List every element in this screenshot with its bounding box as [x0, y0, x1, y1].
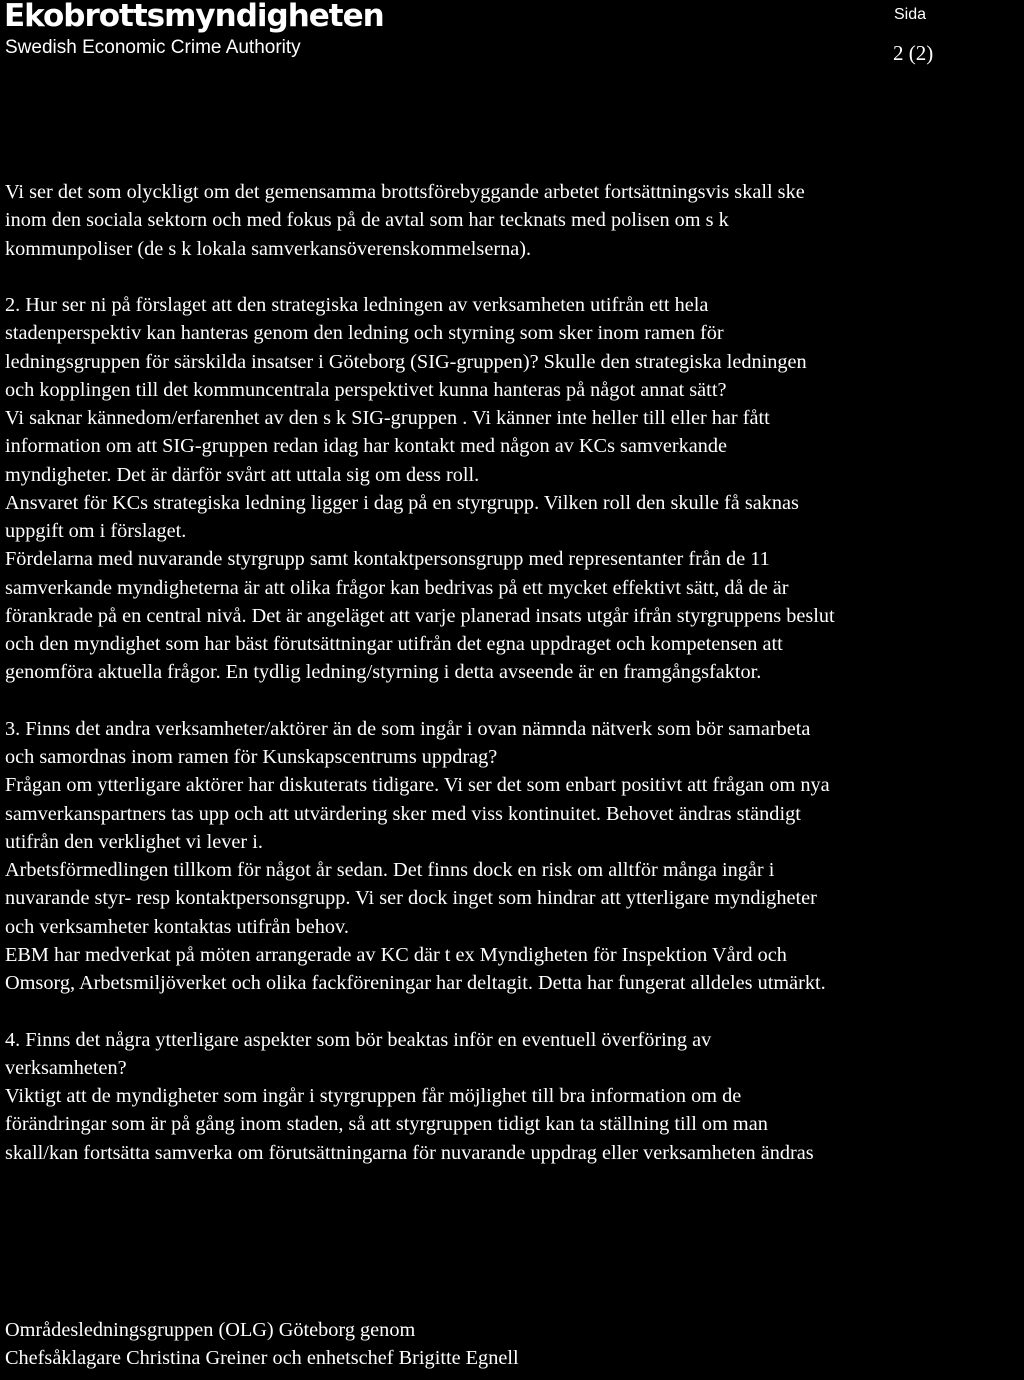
page-number: 2 (2)	[893, 41, 934, 65]
text-line: och kopplingen till det kommuncentrala perspektivet kunna hanteras på något annat sätt?	[5, 378, 727, 401]
text-line: stadenperspektiv kan hanteras genom den ledning och styrning som sker inom ramen för	[5, 322, 724, 345]
text-line: ledningsgruppen för särskilda insatser i Göteborg (SIG-gruppen)? Skulle den strategiska ledningen	[5, 350, 807, 373]
text-line: samverkanspartners tas upp och att utvärdering sker med viss kontinuitet. Behovet ändras ständigt	[5, 802, 801, 825]
paragraph-spacer	[5, 263, 1019, 291]
text-line: genomföra aktuella frågor. En tydlig ledning/styrning i detta avseende är en framgångsfaktor.	[5, 661, 762, 684]
text-line: Fördelarna med nuvarande styrgrupp samt kontaktpersonsgrupp med representanter från de 11	[5, 548, 770, 571]
page-label: Sida	[894, 6, 927, 23]
text-line: Vi ser det som olyckligt om det gemensamma brottsförebyggande arbetet fortsättningsvis skall ske	[5, 181, 805, 203]
text-line: Viktigt att de myndigheter som ingår i styrgruppen får möjlighet till bra information om de	[5, 1085, 742, 1107]
letter-body	[5, 178, 1019, 1167]
text-line: EBM har medverkat på möten arrangerade av KC där t ex Myndigheten för Inspektion Vård och	[5, 943, 787, 966]
organization-english-name: Swedish Economic Crime Authority	[5, 37, 301, 58]
text-line: kommunpoliser (de s k lokala samverkansöverenskommelserna).	[5, 237, 532, 260]
section-question-4	[5, 1026, 1019, 1167]
text-line: 3. Finns det andra verksamheter/aktörer än de som ingår i ovan nämnda nätverk som bör samarbeta	[5, 717, 811, 740]
text-line: 2. Hur ser ni på förslaget att den strategiska ledningen av verksamheten utifrån ett hela	[5, 294, 709, 316]
text-line: verksamheten?	[5, 1056, 127, 1079]
organization-name: Ekobrottsmyndigheten	[4, 0, 384, 34]
signature-line: Områdesledningsgruppen (OLG) Göteborg genom	[5, 1319, 416, 1341]
paragraph-spacer	[5, 997, 1019, 1025]
text-line: uppgift om i förslaget.	[5, 520, 187, 542]
text-line: 4. Finns det några ytterligare aspekter som bör beaktas inför en eventuell överföring av	[5, 1028, 712, 1051]
text-line: Arbetsförmedlingen tillkom för något år sedan. Det finns dock en risk om alltför många ingår i	[5, 859, 775, 881]
paragraph-intro	[5, 178, 1019, 263]
text-line: inom den sociala sektorn och med fokus på de avtal som har tecknats med polisen om s k	[5, 209, 729, 232]
text-line: Frågan om ytterligare aktörer har diskuterats tidigare. Vi ser det som enbart positivt att frågan om nya	[5, 774, 830, 797]
text-line: utifrån den verklighet vi lever i.	[5, 830, 263, 853]
text-line: förändringar som är på gång inom staden, så att styrgruppen tidigt kan ta ställning till om man	[5, 1113, 768, 1136]
signature-block	[5, 1316, 519, 1372]
section-question-3	[5, 715, 1019, 998]
text-line: myndigheter. Det är därför svårt att uttala sig om dess roll.	[5, 463, 480, 486]
text-line: samverkande myndigheterna är att olika frågor kan bedrivas på ett mycket effektivt sätt, då de är	[5, 576, 789, 599]
text-line: Omsorg, Arbetsmiljöverket och olika fackföreningar har deltagit. Detta har fungerat alldeles utmärkt.	[5, 972, 826, 994]
section-question-2	[5, 291, 1019, 687]
text-line: Vi saknar kännedom/erfarenhet av den s k SIG-gruppen . Vi känner inte heller till eller har fått	[5, 407, 770, 429]
text-line: information om att SIG-gruppen redan idag har kontakt med någon av KCs samverkande	[5, 435, 728, 458]
text-line: och samordnas inom ramen för Kunskapscentrums uppdrag?	[5, 746, 498, 768]
text-line: skall/kan fortsätta samverka om förutsättningarna för nuvarande uppdrag eller verksamheten ändras	[5, 1141, 814, 1164]
text-line: och verksamheter kontaktas utifrån behov.	[5, 915, 349, 938]
paragraph-spacer	[5, 687, 1019, 715]
text-line: förankrade på en central nivå. Det är angeläget att varje planerad insats utgår ifrån styrgruppens beslut	[5, 604, 835, 627]
text-line: Ansvaret för KCs strategiska ledning ligger i dag på en styrgrupp. Vilken roll den skulle få saknas	[5, 491, 799, 514]
text-line: nuvarande styr- resp kontaktpersonsgrupp. Vi ser dock inget som hindrar att ytterligare myndigheter	[5, 887, 817, 910]
text-line: och den myndighet som har bäst förutsättningar utifrån det egna uppdraget och kompetensen att	[5, 633, 783, 655]
signature-line: Chefsåklagare Christina Greiner och enhetschef Brigitte Egnell	[5, 1347, 519, 1369]
